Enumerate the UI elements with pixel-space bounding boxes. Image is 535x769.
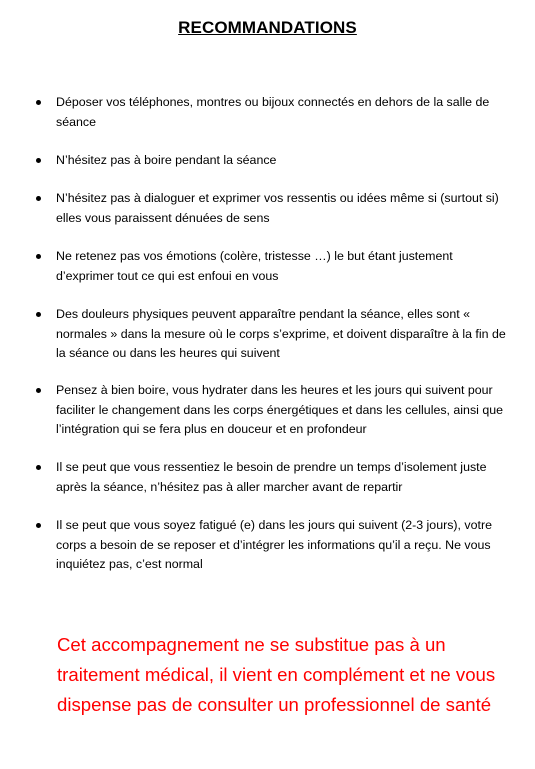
bullet-icon <box>36 254 41 259</box>
list-item <box>56 93 512 132</box>
bullet-icon <box>36 388 41 393</box>
bullet-icon <box>36 158 41 163</box>
list-item-text: N’hésitez pas à dialoguer et exprimer vos ressentis ou idées même si (surtout si) elles vous paraissent dénuées de sens <box>56 191 499 225</box>
list-item-text: Déposer vos téléphones, montres ou bijoux connectés en dehors de la salle de séance <box>56 95 490 129</box>
medical-disclaimer: Cet accompagnement ne se substitue pas à un traitement médical, il vient en complément et ne vous dispense pas de consulter un professionnel de santé <box>57 634 496 715</box>
list-item-text: Il se peut que vous ressentiez le besoin de prendre un temps d’isolement juste après la séance, n’hésitez pas à aller marcher avant de repartir <box>56 460 487 494</box>
list-item <box>56 458 512 497</box>
list-item-text: N’hésitez pas à boire pendant la séance <box>56 153 277 167</box>
bullet-icon <box>36 196 41 201</box>
list-item <box>56 516 512 575</box>
list-item-text: Ne retenez pas vos émotions (colère, tristesse …) le but étant justement d’exprimer tout ce qui est enfoui en vous <box>56 249 453 283</box>
list-item <box>56 151 512 171</box>
list-item-text: Des douleurs physiques peuvent apparaître pendant la séance, elles sont « normales » dans la mesure où le corps s’exprime, et doivent disparaître à la fin de la séance ou dans les heures qui suivent <box>56 307 506 360</box>
bullet-icon <box>36 523 41 528</box>
page-title: RECOMMANDATIONS <box>178 18 357 37</box>
list-item <box>56 381 512 440</box>
list-item-text: Pensez à bien boire, vous hydrater dans les heures et les jours qui suivent pour faciliter le changement dans les corps énergétiques et dans les cellules, ainsi que l’intégration qui se fera plus en douceur et en profondeur <box>56 383 504 436</box>
list-item <box>56 247 512 286</box>
list-item-text: Il se peut que vous soyez fatigué (e) dans les jours qui suivent (2-3 jours), votre corps a besoin de se reposer et d’intégrer les informations qu’il a reçu. Ne vous inquiétez pas, c’est normal <box>56 518 492 571</box>
list-item <box>56 305 512 364</box>
bullet-icon <box>36 465 41 470</box>
bullet-icon <box>36 312 41 317</box>
list-item <box>56 189 512 228</box>
bullet-icon <box>36 100 41 105</box>
